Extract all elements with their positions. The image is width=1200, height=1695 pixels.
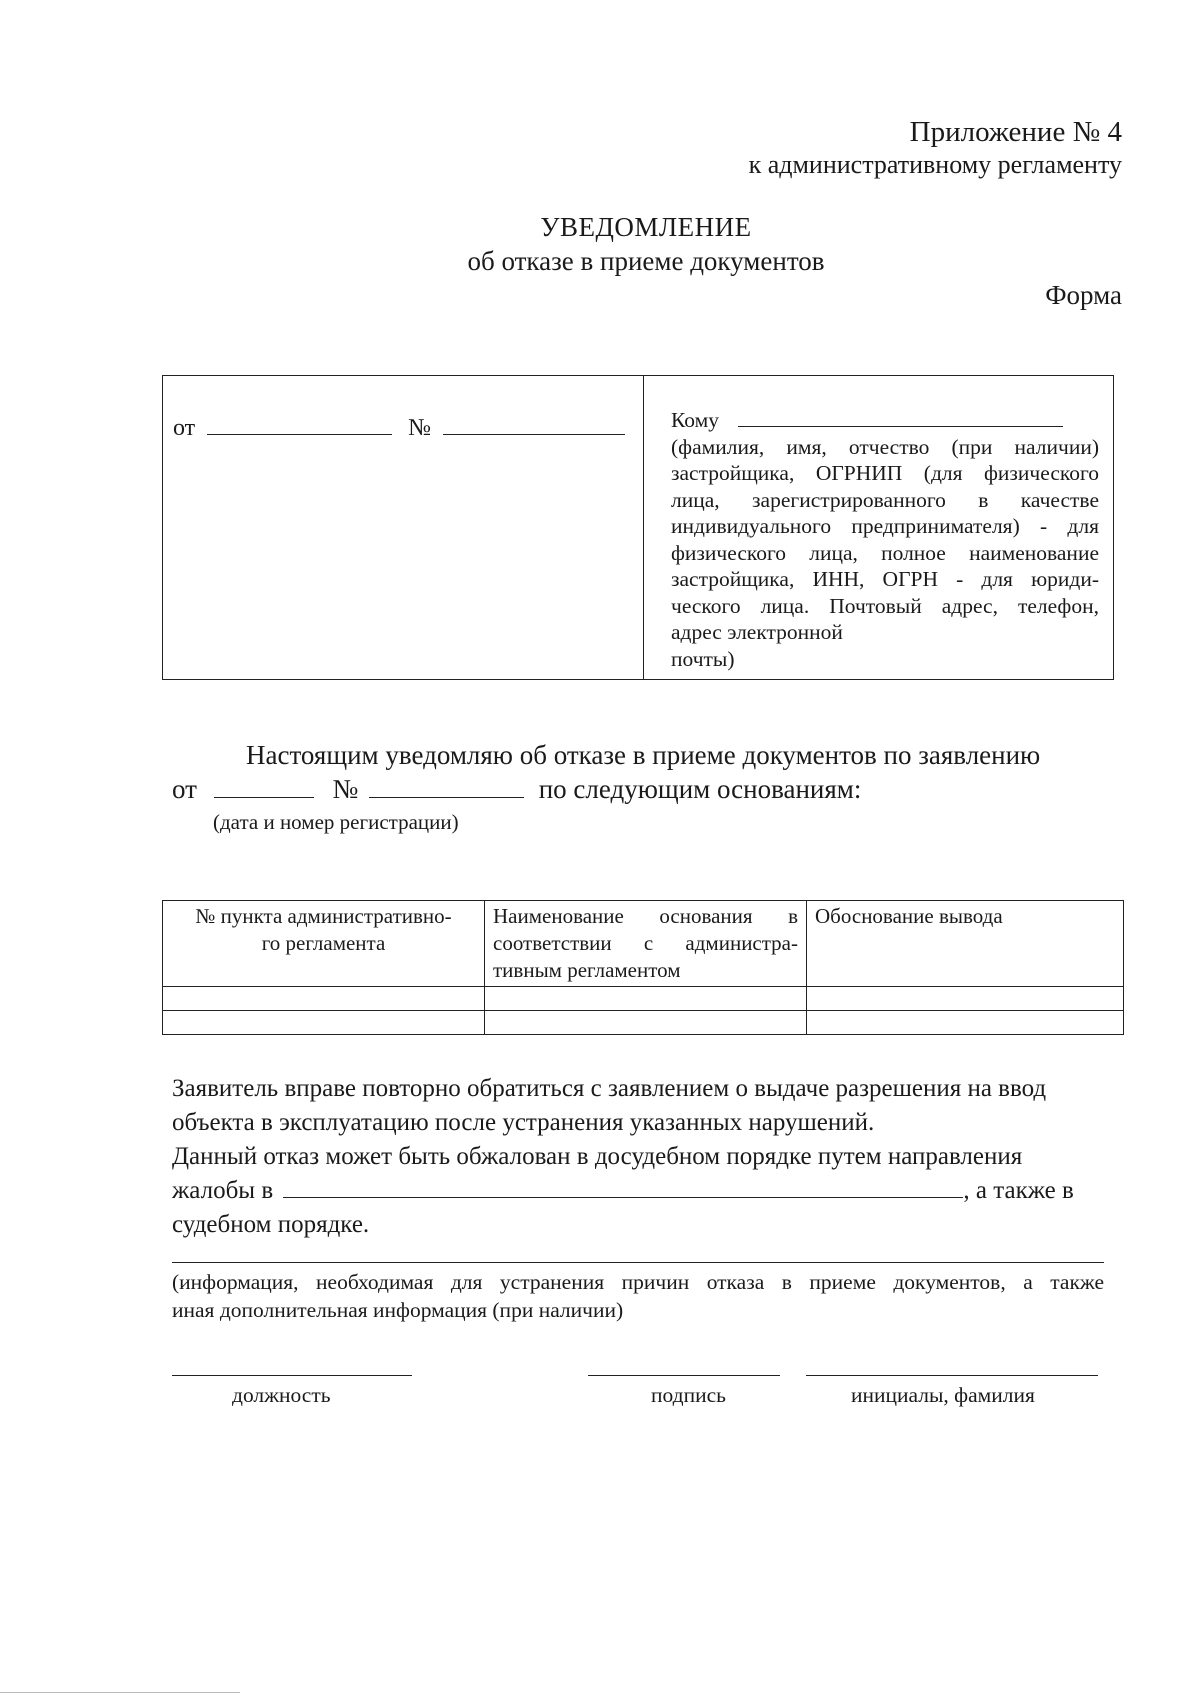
- position-label: должность: [232, 1383, 331, 1407]
- header-text: тивным регламентом: [493, 958, 681, 982]
- addressee-hint-line: застройщика, ОГРНИП (для физического: [671, 461, 1099, 485]
- application-number-field[interactable]: [369, 777, 524, 798]
- reapply-text: Заявитель вправе повторно обратиться с заявлением о выдаче разрешения на ввод: [172, 1075, 1047, 1102]
- header-text: Наименование основания в: [493, 904, 798, 928]
- table-row: [163, 987, 1124, 1011]
- appeal-text-end: судебном порядке.: [172, 1211, 370, 1238]
- addressee-hint-line: почты): [671, 646, 735, 671]
- appeal-text: Данный отказ может быть обжалован в досудебном порядке путем направления: [172, 1143, 1023, 1170]
- table-cell[interactable]: [163, 987, 485, 1011]
- addressee-details: [671, 406, 1099, 672]
- appeal-end: , а также в: [963, 1177, 1074, 1204]
- table-cell[interactable]: [485, 1011, 807, 1035]
- addressee-hint-line: адрес электронной: [671, 620, 843, 644]
- number-label: №: [332, 774, 359, 804]
- table-header-row: [163, 901, 1124, 987]
- addressee-hint-line: лица, зарегистрированного в качестве: [671, 487, 1099, 512]
- table-cell[interactable]: [807, 1011, 1124, 1035]
- appendix-number: Приложение № 4: [909, 116, 1122, 148]
- appeal-authority-field[interactable]: [283, 1177, 963, 1198]
- table-cell[interactable]: [485, 987, 807, 1011]
- additional-info-caption-cont: иная дополнительная информация (при наличии): [172, 1298, 624, 1322]
- header-clause-number: [163, 901, 485, 987]
- table-row: [163, 1011, 1124, 1035]
- number-label: №: [408, 415, 432, 441]
- to-label: Кому: [671, 408, 719, 432]
- header-ground-name: [485, 901, 807, 987]
- appeal-authority-line: [172, 1177, 1074, 1205]
- header-text: Обоснование вывода: [815, 904, 1003, 928]
- addressee-hint-line: застройщика, ИНН, ОГРН - для юриди-: [671, 567, 1099, 591]
- notice-text: Настоящим уведомляю об отказе в приеме документов по заявлению: [246, 740, 1041, 770]
- table-cell[interactable]: [163, 1011, 485, 1035]
- addressee-box-divider: [643, 376, 644, 679]
- scan-edge-mark: [0, 1692, 240, 1693]
- table-cell[interactable]: [807, 987, 1124, 1011]
- addressee-hint-line: ческого лица. Почтовый адрес, телефон,: [671, 593, 1099, 618]
- addressee-hint-line: физического лица, полное наименование: [671, 540, 1099, 565]
- document-title: УВЕДОМЛЕНИЕ: [540, 212, 752, 242]
- grounds-text: по следующим основаниям:: [538, 774, 862, 804]
- header-text: го регламента: [261, 931, 386, 955]
- name-field[interactable]: [806, 1375, 1098, 1376]
- to-line: [671, 406, 1099, 434]
- addressee-field[interactable]: [738, 406, 1063, 427]
- position-field[interactable]: [172, 1375, 412, 1376]
- application-date-field[interactable]: [214, 777, 314, 798]
- header-text: соответствии с администра-: [493, 931, 798, 955]
- document-subtitle: об отказе в приеме документов: [467, 246, 825, 276]
- name-label: инициалы, фамилия: [851, 1383, 1035, 1407]
- addressee-hint-line: индивидуального предпринимателя) - для: [671, 514, 1099, 538]
- outgoing-date-field[interactable]: [207, 414, 392, 435]
- from-label: от: [173, 415, 196, 441]
- signature-label: подпись: [651, 1383, 726, 1407]
- signature-field[interactable]: [588, 1375, 780, 1376]
- outgoing-number-field[interactable]: [443, 414, 625, 435]
- appeal-start: жалобы в: [172, 1177, 274, 1204]
- registration-caption: (дата и номер регистрации): [213, 810, 459, 834]
- from-label: от: [172, 774, 197, 804]
- addressee-hint-line: (фамилия, имя, отчество (при наличии): [671, 434, 1099, 459]
- header-text: № пункта административно-: [195, 904, 452, 928]
- outgoing-date-number: [173, 414, 625, 442]
- appendix-reference: к административному регламенту: [748, 150, 1122, 179]
- grounds-table: [162, 900, 1124, 1035]
- reapply-text-cont: объекта в эксплуатацию после устранения указанных нарушений.: [172, 1109, 875, 1136]
- additional-info-field[interactable]: [172, 1262, 1104, 1263]
- application-reference-line: [172, 774, 861, 805]
- form-label: Форма: [1045, 280, 1122, 310]
- header-justification: [807, 901, 1124, 987]
- addressee-box: [162, 375, 1114, 680]
- additional-info-caption: (информация, необходимая для устранения причин отказа в приеме документов, а также: [172, 1270, 1104, 1294]
